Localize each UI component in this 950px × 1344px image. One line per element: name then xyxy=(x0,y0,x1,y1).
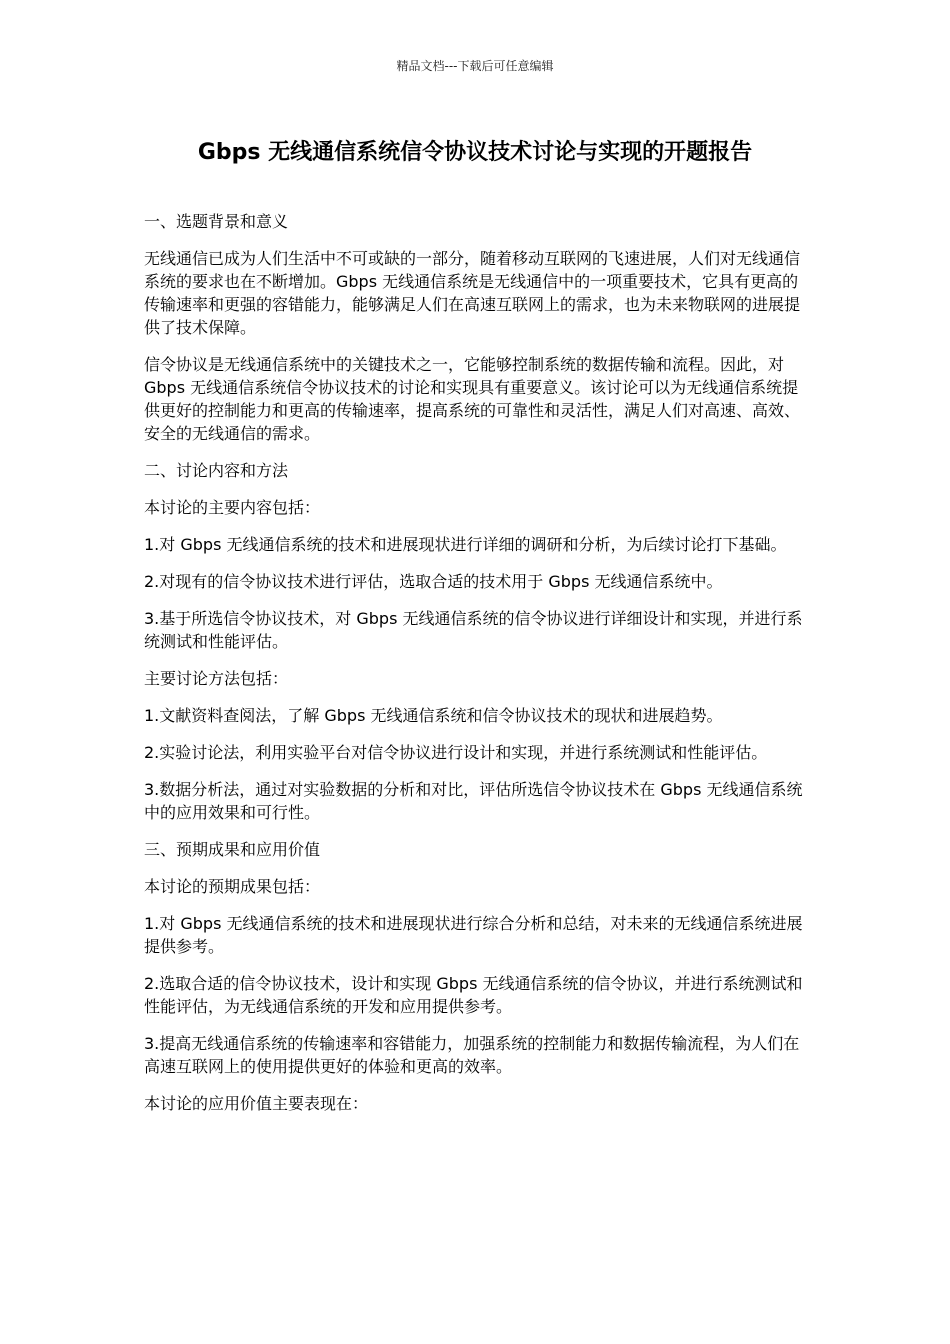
paragraph-results-intro: 本讨论的预期成果包括： xyxy=(144,877,321,896)
list-item-content-3: 3.基于所选信令协议技术，对 Gbps 无线通信系统的信令协议进行详细设计和实现，并进行系统测试和性能评估。 xyxy=(144,609,803,651)
section-heading-results-value: 三、预期成果和应用价值 xyxy=(144,840,321,859)
section-heading-background: 一、选题背景和意义 xyxy=(144,212,289,231)
document-title: Gbps 无线通信系统信令协议技术讨论与实现的开题报告 xyxy=(197,140,753,165)
list-item-content-2: 2.对现有的信令协议技术进行评估，选取合适的技术用于 Gbps 无线通信系统中。 xyxy=(144,572,723,591)
list-item-method-1: 1.文献资料查阅法，了解 Gbps 无线通信系统和信令协议技术的现状和进展趋势。 xyxy=(144,706,723,725)
document-body xyxy=(144,210,808,1129)
paragraph-content-intro: 本讨论的主要内容包括： xyxy=(144,498,321,517)
header-note: 精品文档---下载后可任意编辑 xyxy=(396,59,554,73)
list-item-content-1: 1.对 Gbps 无线通信系统的技术和进展现状进行详细的调研和分析，为后续讨论打下基础。 xyxy=(144,535,787,554)
list-item-method-2: 2.实验讨论法，利用实验平台对信令协议进行设计和实现，并进行系统测试和性能评估。 xyxy=(144,743,768,762)
list-item-result-3: 3.提高无线通信系统的传输速率和容错能力，加强系统的控制能力和数据传输流程，为人们在高速互联网上的使用提供更好的体验和更高的效率。 xyxy=(144,1034,800,1076)
list-item-result-1: 1.对 Gbps 无线通信系统的技术和进展现状进行综合分析和总结，对未来的无线通信系统进展提供参考。 xyxy=(144,914,803,956)
section-heading-content-methods: 二、讨论内容和方法 xyxy=(144,461,289,480)
list-item-result-2: 2.选取合适的信令协议技术，设计和实现 Gbps 无线通信系统的信令协议，并进行系统测试和性能评估，为无线通信系统的开发和应用提供参考。 xyxy=(144,974,803,1016)
list-item-method-3: 3.数据分析法，通过对实验数据的分析和对比，评估所选信令协议技术在 Gbps 无线通信系统中的应用效果和可行性。 xyxy=(144,780,803,822)
paragraph-background-1: 无线通信已成为人们生活中不可或缺的一部分，随着移动互联网的飞速进展，人们对无线通信系统的要求也在不断增加。Gbps 无线通信系统是无线通信中的一项重要技术，它具有更高的传输速率和更强的容错能力，能够满足人们在高速互联网上的需求，也为未来物联网的进展提供了技术保障。 xyxy=(144,249,801,337)
paragraph-value-intro: 本讨论的应用价值主要表现在： xyxy=(144,1094,369,1113)
paragraph-methods-intro: 主要讨论方法包括： xyxy=(144,669,289,688)
paragraph-background-2: 信令协议是无线通信系统中的关键技术之一，它能够控制系统的数据传输和流程。因此，对 Gbps 无线通信系统信令协议技术的讨论和实现具有重要意义。该讨论可以为无线通信系统提供更好的控制能力和更高的传输速率，提高系统的可靠性和灵活性，满足人们对高速、高效、安全的无线通信的需求。 xyxy=(144,355,801,443)
